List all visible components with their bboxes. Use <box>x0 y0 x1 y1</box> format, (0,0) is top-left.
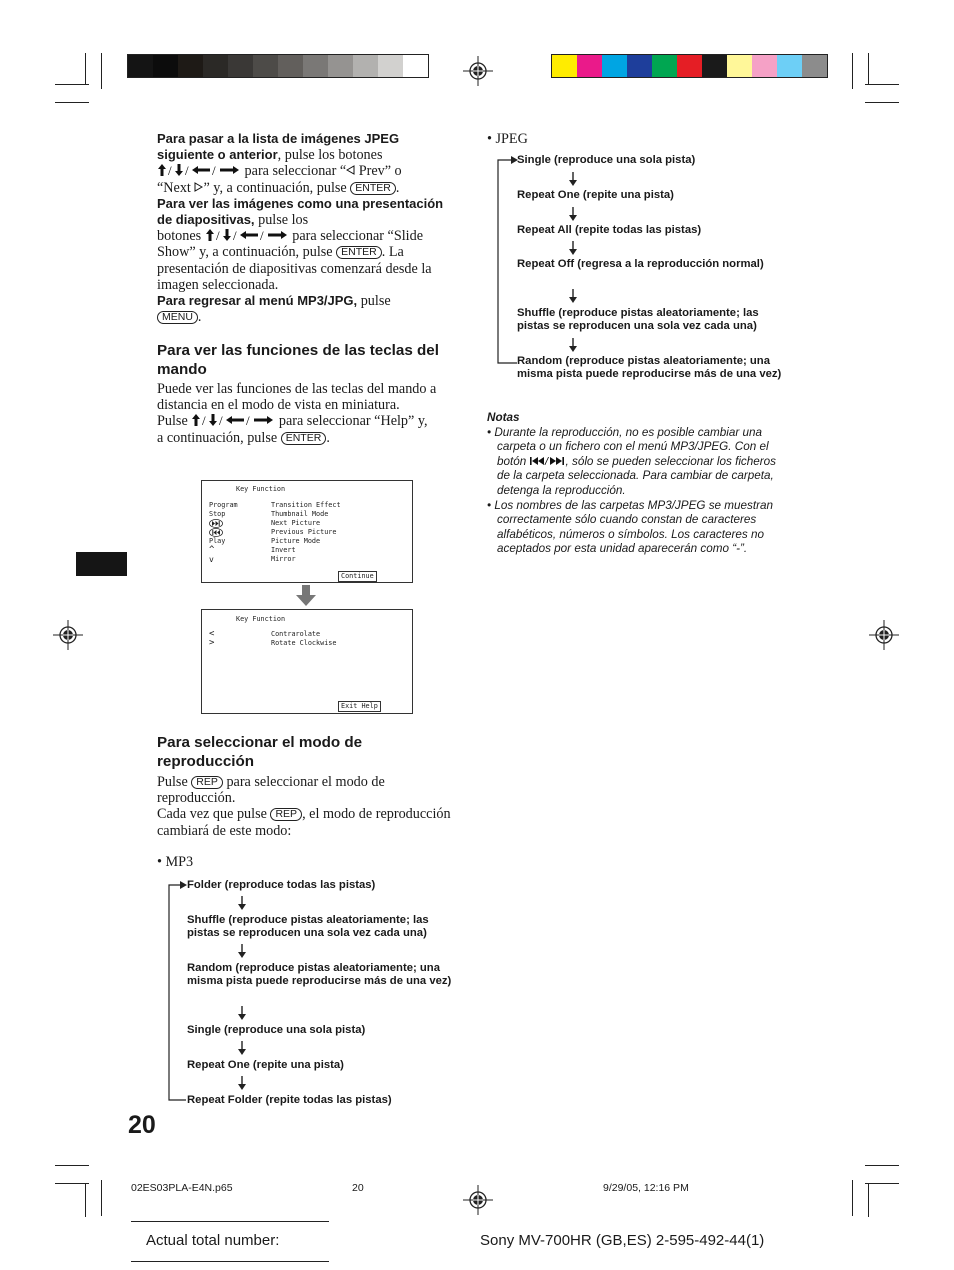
footer-page: 20 <box>352 1182 364 1194</box>
flow-down-arrow-icon <box>568 207 578 221</box>
svg-text:/: / <box>168 163 172 178</box>
registration-mark-right-icon <box>869 620 899 650</box>
color-swatch <box>328 55 353 77</box>
continue-button[interactable]: Continue <box>338 571 377 582</box>
jpeg-flow-item: Single (reproduce una sola pista) <box>517 154 696 166</box>
svg-text:/: / <box>246 413 250 428</box>
section-heading-play-mode: Para seleccionar el modo de reproducción <box>157 734 363 770</box>
flow-down-arrow-icon <box>568 172 578 186</box>
registration-mark-left-icon <box>53 620 83 650</box>
registration-mark-bottom-icon <box>463 1185 493 1215</box>
svg-text:/: / <box>232 228 237 243</box>
jpeg-flow-item: Shuffle (reproduce pistas aleatoriamente; las pistas se reproducen una sola vez cada una) <box>517 307 759 332</box>
jpeg-flow-item: Repeat Off (regresa a la reproducción normal) <box>517 258 764 270</box>
mp3-label: • MP3 <box>157 854 194 870</box>
svg-text:/: / <box>219 413 223 428</box>
arrow-buttons-icon <box>205 228 289 242</box>
key-functions-text: Puede ver las funciones de las teclas del mando a distancia en el modo de vista en miniatura. Pulse / / / para seleccionar “Help” y, a continuación, pulse ENTER . <box>157 381 437 446</box>
svg-text:/: / <box>544 455 548 466</box>
rep-key-label: REP <box>191 776 223 789</box>
svg-text:/: / <box>215 228 220 243</box>
mp3-flow-item: Repeat Folder (repite todas las pistas) <box>187 1094 392 1106</box>
color-swatch <box>777 55 802 77</box>
down-caret-icon: v <box>209 555 214 564</box>
flow-down-arrow-icon <box>568 241 578 255</box>
color-swatch <box>627 55 652 77</box>
return-menu-heading: Para regresar al menú MP3/JPG, <box>157 293 358 309</box>
color-swatch <box>577 55 602 77</box>
svg-text:/: / <box>212 163 216 178</box>
color-swatch <box>303 55 328 77</box>
color-swatch <box>128 55 153 77</box>
left-intro-text: Para pasar a la lista de imágenes JPEG siguiente o anterior, pulse los botones / / / para seleccionar “ Prev” o “Next ” y, a continuación, pulse ENTER . Para ver las imágenes como una presentación de diapositivas, pulse los botones / / / para seleccionar “Slide Show” y, a continuación, pulse ENTER . La presentación de diapositivas comenzará desde la imagen seleccionada. Para regresar al menú MP3/JPG, pulse MENU . <box>157 131 444 326</box>
color-swatch <box>378 55 403 77</box>
color-swatch <box>353 55 378 77</box>
svg-text:/: / <box>185 163 189 178</box>
footer-file-name: 02ES03PLA-E4N.p65 <box>131 1182 233 1194</box>
mp3-flow-item: Single (reproduce una sola pista) <box>187 1024 366 1036</box>
prev-skip-icon <box>209 528 223 537</box>
screen-key-list: < > <box>209 629 215 648</box>
footer-rule-top <box>131 1221 329 1222</box>
jpeg-flow-item: Repeat All (repite todas las pistas) <box>517 224 702 236</box>
notes-block: Notas • Durante la reproducción, no es posible cambiar una carpeta o un fichero con el menú MP3/JPEG. Con el botón / , sólo se pueden seleccionar los ficheros de la carpeta seleccionada. Para cambiar de carpeta, detenga la reproducción. • Los nombres de las carpetas MP3/JPEG se muestran correctamente sólo cuando constan de caracteres alfabéticos, números o símbolos. Los caracteres no aceptados por esta unidad aparecerán como “-”. <box>487 411 787 557</box>
mp3-flow-item: Shuffle (reproduce pistas aleatoriamente; las pistas se reproducen una sola vez cada una) <box>187 914 429 939</box>
registration-mark-top-icon <box>463 56 493 86</box>
color-swatch <box>203 55 228 77</box>
notes-title: Notas <box>487 411 520 424</box>
gray-scale-bar <box>127 54 429 78</box>
color-swatch <box>602 55 627 77</box>
color-swatch <box>278 55 303 77</box>
enter-key-label: ENTER <box>336 246 382 259</box>
flow-down-arrow-icon <box>237 1006 247 1020</box>
arrow-buttons-icon <box>157 163 241 177</box>
color-swatch <box>677 55 702 77</box>
jpeg-label: • JPEG <box>487 131 528 147</box>
color-swatch <box>652 55 677 77</box>
svg-text:/: / <box>202 413 206 428</box>
page-number: 20 <box>128 1111 156 1139</box>
color-scale-bar <box>551 54 828 78</box>
arrow-buttons-icon <box>191 413 275 427</box>
slideshow-heading: Para ver las imágenes como una presentación de diapositivas, <box>157 195 444 228</box>
enter-key-label: ENTER <box>350 182 396 195</box>
footer-date: 9/29/05, 12:16 PM <box>603 1182 689 1194</box>
flow-down-arrow-icon <box>568 338 578 352</box>
flow-down-arrow-icon <box>237 944 247 958</box>
color-swatch <box>403 55 428 77</box>
color-swatch <box>802 55 827 77</box>
mp3-loop-line <box>164 878 188 1104</box>
color-swatch <box>253 55 278 77</box>
down-arrow-icon <box>294 584 318 608</box>
mp3-flow-item: Random (reproduce pistas aleatoriamente; una misma pista puede reproducirse más de una vez) <box>187 962 452 987</box>
flow-down-arrow-icon <box>568 289 578 303</box>
play-mode-text: Pulse REP para seleccionar el modo de reproducción. Cada vez que pulse REP , el modo de reproducción cambiará de este modo: <box>157 774 451 839</box>
jpeg-list-heading: Para pasar a la lista de imágenes JPEG siguiente o anterior <box>157 131 400 163</box>
screen-key-list: Program Stop Play ^ v <box>209 501 249 564</box>
prev-triangle-icon <box>346 165 355 175</box>
color-swatch <box>228 55 253 77</box>
flow-down-arrow-icon <box>237 1076 247 1090</box>
mp3-flow-item: Repeat One (repite una pista) <box>187 1059 344 1071</box>
language-tab <box>76 552 127 576</box>
svg-text:/: / <box>259 228 264 243</box>
color-swatch <box>552 55 577 77</box>
color-swatch <box>752 55 777 77</box>
next-skip-icon <box>209 519 223 528</box>
key-function-screen-2 <box>201 609 413 714</box>
color-swatch <box>153 55 178 77</box>
color-swatch <box>702 55 727 77</box>
jpeg-flow-item: Random (reproduce pistas aleatoriamente; una misma pista puede reproducirse más de una vez) <box>517 355 782 380</box>
flow-down-arrow-icon <box>237 1041 247 1055</box>
menu-key-label: MENU <box>157 311 198 324</box>
rep-key-label: REP <box>270 808 302 821</box>
up-caret-icon: ^ <box>209 545 215 555</box>
flow-down-arrow-icon <box>237 896 247 910</box>
enter-key-label: ENTER <box>281 432 327 445</box>
exit-help-button[interactable]: Exit Help <box>338 701 381 712</box>
model-number: Sony MV-700HR (GB,ES) 2-595-492-44(1) <box>480 1232 765 1249</box>
color-swatch <box>178 55 203 77</box>
mp3-flow-item: Folder (reproduce todas las pistas) <box>187 879 376 891</box>
jpeg-loop-line <box>493 153 519 367</box>
screen-title: Key Function <box>236 615 286 623</box>
screen-function-list: Contrarolate Rotate Clockwise <box>271 630 337 647</box>
skip-prev-next-icon <box>530 456 566 466</box>
color-swatch <box>727 55 752 77</box>
section-heading-key-functions: Para ver las funciones de las teclas del mando <box>157 342 439 378</box>
key-function-screen-1 <box>201 480 413 583</box>
screen-title: Key Function <box>236 485 286 493</box>
footer-rule-bottom <box>131 1261 329 1262</box>
jpeg-flow-item: Repeat One (repite una pista) <box>517 189 674 201</box>
actual-total-label: Actual total number: <box>146 1232 280 1249</box>
screen-function-list: Transition Effect Thumbnail Mode Next Picture Previous Picture Picture Mode Invert Mirror <box>271 501 341 563</box>
